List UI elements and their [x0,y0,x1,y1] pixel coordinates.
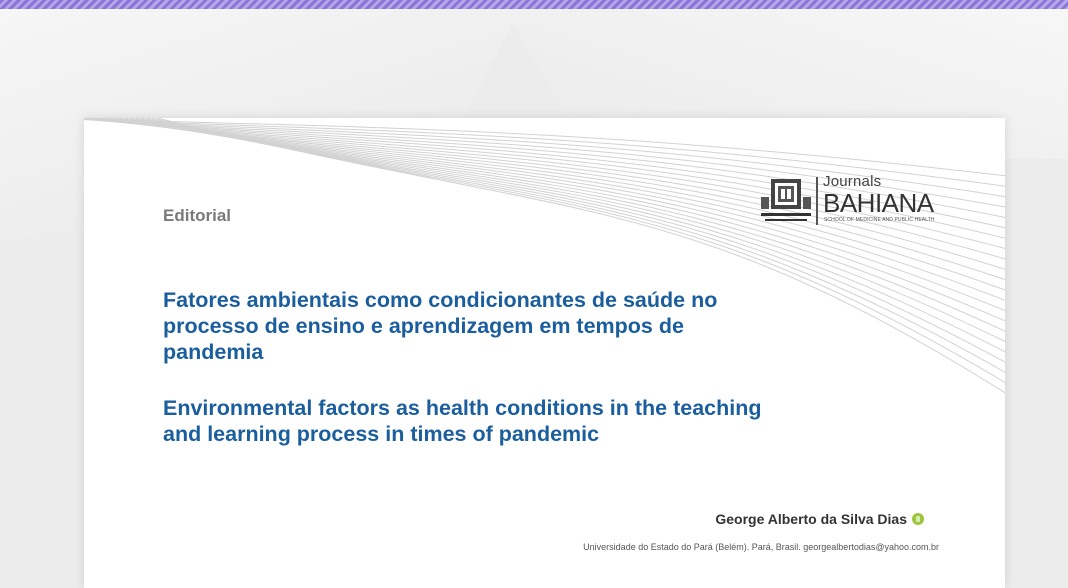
title-english: Environmental factors as health conditions in the teaching and learning process in times of pandemic [163,396,762,446]
top-stripe [0,0,1068,9]
logo-journals-text: Journals [823,173,882,190]
logo-subtitle-text: SCHOOL OF MEDICINE AND PUBLIC HEALTH [824,217,935,223]
section-label: Editorial [163,206,232,225]
logo-divider [816,177,818,225]
paper-page [84,118,1005,588]
author-affiliation: Universidade do Estado do Pará (Belém). Pará, Brasil. georgealbertodias@yahoo.com.br [583,542,939,552]
author-name: George Alberto da Silva Dias [715,511,907,527]
title-portuguese: Fatores ambientais como condicionantes de saúde no processo de ensino e aprendizagem em tempos de pandemia [163,288,718,364]
journal-logo [759,173,949,227]
author-line [715,511,924,527]
wave-lines-decoration [84,118,1005,418]
orcid-icon[interactable] [912,513,924,525]
logo-name-text: BAHIANA [823,188,934,218]
bahiana-logo-icon [759,173,813,227]
